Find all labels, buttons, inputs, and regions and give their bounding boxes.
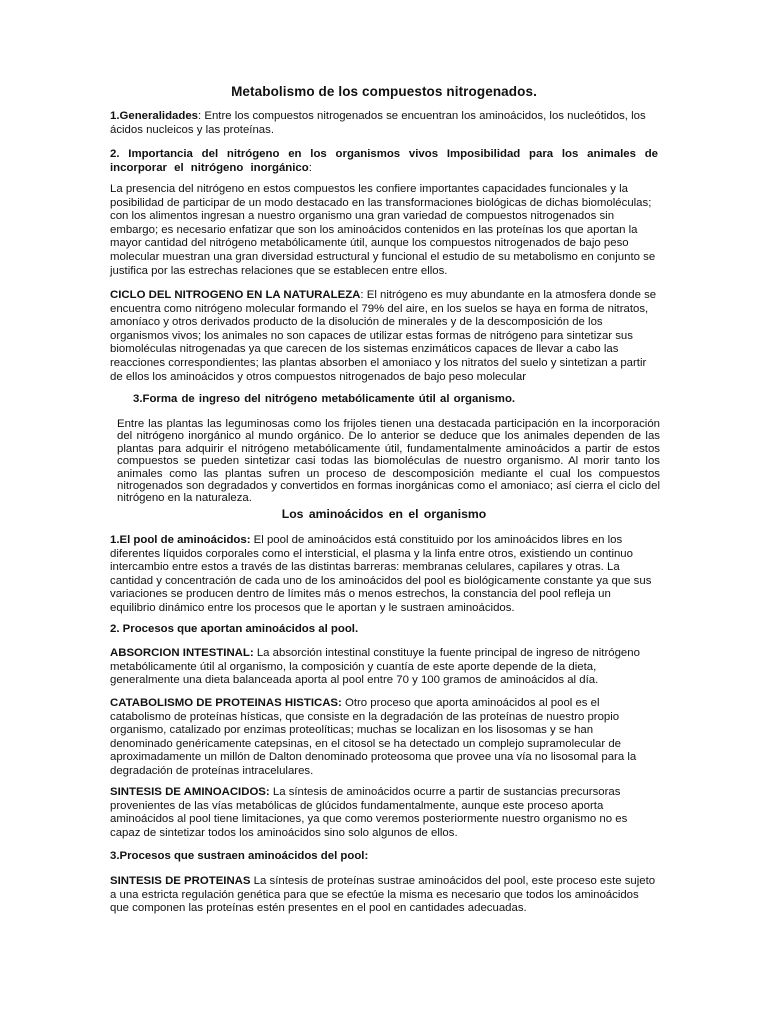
section-heading: 1.Generalidades [110, 110, 199, 122]
section-heading: SINTESIS DE AMINOACIDOS: [110, 786, 270, 798]
section-generalidades [110, 110, 658, 137]
section-procesos-aportan-heading: 2. Procesos que aportan aminoácidos al pool. [110, 623, 359, 635]
section-heading: SINTESIS DE PROTEINAS [110, 875, 251, 887]
section-body: La absorción intestinal constituye la fuente principal de ingreso de nitrógeno metabólicamente útil al organismo, la composición y cuantía de este aporte depende de la dieta, generalmente una dieta balanceada aporta al pool entre 70 y 100 gramos de aminoácidos al día. [110, 647, 640, 687]
section-pool [110, 534, 658, 616]
section-forma-ingreso-body: Entre las plantas las leguminosas como los frijoles tienen una destacada participación en la incorporación del nitrógeno inorgánico al mundo orgánico. De lo anterior se deduce que los animales dependen de las plantas para adquirir el nitrógeno metabólicamente útil, fundamentalmente aminoácidos a partir de estos compuestos se pueden sintetizar casi todas las biomoléculas de nuestro organismo. Al morir tanto los animales como las plantas sufren un proceso de descomposición mediante el cual los compuestos nitrogenados son degradados y convertidos en formas inorgánicas como el amoniaco; así cierra el ciclo del nitrógeno en la naturaleza. [117, 418, 660, 505]
section-heading: 1.El pool de aminoácidos: [110, 534, 251, 546]
section-body: La síntesis de proteínas sustrae aminoácidos del pool, este proceso este sujeto a una estricta regulación genética para que se efectúe la misma es necesario que todos los aminoácidos que componen las proteínas estén presentes en el pool en cantidades adecuadas. [110, 875, 656, 915]
section-heading: 2. Importancia del nitrógeno en los organismos vivos Imposibilidad para los animales de incorporar el nitrógeno inorgánico [110, 148, 658, 174]
section-ciclo-nitrogeno [110, 289, 658, 384]
section-body: La síntesis de aminoácidos ocurre a partir de sustancias precursoras provenientes de las vías metabólicas de glúcidos fundamentalmente, aunque este proceso aporta aminoácidos al pool tiene limitaciones, ya que como veremos posteriormente nuestro organismo no es capaz de sintetizar todos los aminoácidos sino solo algunos de ellos. [110, 786, 628, 839]
section-sintesis-aminoacidos [110, 786, 658, 840]
section-sintesis-proteinas [110, 875, 658, 916]
section-procesos-sustraen-heading: 3.Procesos que sustraen aminoácidos del pool: [110, 850, 369, 862]
section-forma-ingreso-heading: 3.Forma de ingreso del nitrógeno metabólicamente útil al organismo. [133, 393, 516, 405]
section-body: Otro proceso que aporta aminoácidos al pool es el catabolismo de proteínas hísticas, que consiste en la degradación de las proteínas de nuestro propio organismo, catalizado por enzimas proteolíticas; muchas se localizan en los lisosomas y se han denominado genéricamente catepsinas, en el citosol se ha detectado un complejo supramolecular de aproximadamente un millón de Dalton denominado proteosoma que provee una vía no lisosomal para la degradación de proteínas intracelulares. [110, 697, 637, 777]
section-heading: ABSORCION INTESTINAL: [110, 647, 254, 659]
section-catabolismo [110, 697, 658, 779]
section-heading: CICLO DEL NITROGENO EN LA NATURALEZA [110, 289, 361, 301]
section-importancia-heading [110, 148, 658, 175]
subtitle-aminoacidos: Los aminoácidos en el organismo [281, 507, 487, 521]
document-title: Metabolismo de los compuestos nitrogenados. [231, 84, 537, 99]
section-absorcion [110, 647, 658, 688]
section-body: El pool de aminoácidos está constituido por los aminoácidos libres en los diferentes líquidos corporales como el intersticial, el plasma y la linfa entre otros, existiendo un continuo intercambio entre estos a través de las distintas barreras: membranas celulares, capilares y otras. La cantidad y concentración de cada uno de los aminoácidos del pool es biológicamente constante ya que sus variaciones se producen dentro de límites más o menos estrechos, la constancia del pool refleja un equilibrio dinámico entre los procesos que le aportan y le sustraen aminoácidos. [110, 534, 652, 614]
heading-colon: : [308, 161, 312, 174]
section-heading: CATABOLISMO DE PROTEINAS HISTICAS: [110, 697, 342, 709]
section-body: : Entre los compuestos nitrogenados se encuentran los aminoácidos, los nucleótidos, los ácidos nucleicos y las proteínas. [110, 110, 646, 136]
section-importancia-body: La presencia del nitrógeno en estos compuestos les confiere importantes capacidades funcionales y la posibilidad de participar de un modo destacado en las transformaciones biológicas de dichas biomoléculas; con los alimentos ingresan a nuestro organismo una gran variedad de compuestos nitrogenados sin embargo; es necesario enfatizar que son los aminoácidos contenidos en las proteínas los que aportan la mayor cantidad del nitrógeno metabólicamente útil, aunque los compuestos nitrogenados de bajo peso molecular muestran una gran diversidad estructural y funcional el estudio de su metabolismo en conjunto se justifica por las estrechas relaciones que se establecen entre ellos. [110, 183, 656, 277]
section-body: : El nitrógeno es muy abundante en la atmosfera donde se encuentra como nitrógeno molecular formando el 79% del aire, en los suelos se haya en forma de nitratos, amoníaco y otros derivados producto de la disolución de minerales y de la descomposición de los organismos vivos; los animales no son capaces de utilizar estas formas de nitrógeno para sintetizar sus biomoléculas nitrogenadas ya que carecen de los sistemas enzimáticos capaces de llevar a cabo las reacciones correspondientes; las plantas absorben el amoniaco y los nitratos del suelo y sintetizan a partir de ellos los aminoácidos y otros compuestos nitrogenados de bajo peso molecular [110, 289, 657, 383]
